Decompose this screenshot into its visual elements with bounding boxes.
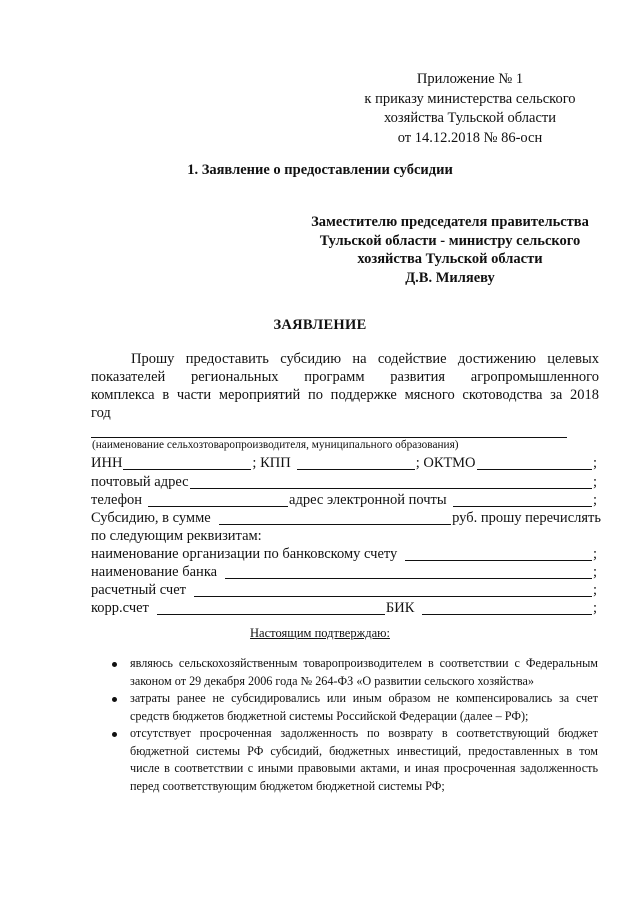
document-title: ЗАЯВЛЕНИЕ <box>273 317 367 333</box>
bullet-icon <box>112 697 117 702</box>
org-name-caption: (наименование сельхозтоваропроизводителя, муниципального образования) <box>92 439 459 451</box>
bullet-icon <box>112 662 117 667</box>
request-paragraph <box>91 350 599 422</box>
bullet-icon <box>112 732 117 737</box>
row-end: ; <box>593 582 598 598</box>
list-item <box>108 655 598 690</box>
org-name-line[interactable] <box>91 437 567 438</box>
appendix-line: к приказу министерства сельского <box>364 90 576 107</box>
account-row <box>91 581 601 599</box>
row-end: ; <box>593 492 598 508</box>
account-field[interactable] <box>194 582 592 597</box>
confirm-list <box>108 655 598 795</box>
list-item <box>108 725 598 795</box>
inn-kpp-oktmo-row <box>91 454 601 472</box>
appendix-line: хозяйства Тульской области <box>383 110 557 126</box>
row-end: ; <box>593 600 598 616</box>
oktmo-label: ; ОКТМО <box>415 455 476 471</box>
corr-field[interactable] <box>157 600 385 615</box>
details-label: по следующим реквизитам: <box>91 528 262 544</box>
list-item-text: являюсь сельскохозяйственным товаропроизводителем в соответствии с Федеральным законом от 29 декабря 2006 года № 264-ФЗ «О развитии сельского хозяйства» <box>130 656 598 688</box>
oktmo-field[interactable] <box>477 455 592 470</box>
bank-name-label: наименование банка <box>91 564 218 580</box>
row-end: ; <box>593 546 598 562</box>
addressee-line: Заместителю председателя правительства <box>311 214 589 230</box>
org-bank-field[interactable] <box>405 546 592 561</box>
corr-label: корр.счет <box>91 600 149 616</box>
phone-label: телефон <box>91 492 143 508</box>
phone-email-row <box>91 491 601 509</box>
appendix-header <box>340 70 600 148</box>
email-label: адрес электронной почты <box>289 492 447 508</box>
request-line: год <box>91 405 111 421</box>
subsidy-row <box>91 509 601 527</box>
list-item-text: отсутствует просроченная задолженность по возврату в соответствующий бюджет бюджетной системы РФ субсидий, бюджетных инвестиций, предоставленных в том числе в соответствии с иными правовыми актами, и иная просроченная задолженность перед соответствующим бюджетом бюджетной системы РФ; <box>130 726 598 793</box>
addressee-line: Д.В. Миляеву <box>405 269 495 286</box>
bank-name-row <box>91 563 601 581</box>
account-label: расчетный счет <box>91 582 186 598</box>
request-line: комплекса в части мероприятий по поддержке мясного скотоводства за 2018 <box>91 387 599 403</box>
addressee-block <box>285 213 615 287</box>
bik-field[interactable] <box>422 600 592 615</box>
inn-label: ИНН <box>91 455 123 471</box>
bank-name-field[interactable] <box>225 564 592 579</box>
subsidy-amount-field[interactable] <box>219 510 451 525</box>
addressee-line: хозяйства Тульской области <box>357 251 543 267</box>
list-item-text: затраты ранее не субсидировались или иным образом не компенсировались за счет средств бюджетов бюджетной системы Российской Федерации (далее – РФ); <box>130 691 598 723</box>
request-line: показателей региональных программ развития агропромышленного <box>91 369 599 385</box>
row-end: ; <box>593 455 598 471</box>
corr-bik-row <box>91 599 601 617</box>
inn-field[interactable] <box>123 455 251 470</box>
phone-field[interactable] <box>148 492 288 507</box>
bik-label: БИК <box>385 600 415 616</box>
postal-row <box>91 473 601 491</box>
row-end: ; <box>593 474 598 490</box>
org-bank-label: наименование организации по банковскому счету <box>91 546 398 562</box>
appendix-line: от 14.12.2018 № 86-осн <box>397 129 543 146</box>
section-title: 1. Заявление о предоставлении субсидии <box>187 162 453 178</box>
addressee-line: Тульской области - министру сельского <box>319 232 581 249</box>
row-end: ; <box>593 564 598 580</box>
org-bank-row <box>91 545 601 563</box>
request-line: Прошу предоставить субсидию на содействие достижению целевых <box>131 351 599 367</box>
postal-field[interactable] <box>190 474 592 489</box>
kpp-field[interactable] <box>297 455 415 470</box>
email-field[interactable] <box>453 492 592 507</box>
confirm-heading: Настоящим подтверждаю: <box>250 626 390 640</box>
details-row <box>91 527 601 545</box>
kpp-label: ; КПП <box>252 455 291 471</box>
list-item <box>108 690 598 725</box>
subsidy-label: Субсидию, в сумме <box>91 510 211 526</box>
appendix-line: Приложение № 1 <box>416 71 524 87</box>
postal-label: почтовый адрес <box>91 474 189 490</box>
rub-label: руб. прошу перечислять <box>452 510 601 526</box>
